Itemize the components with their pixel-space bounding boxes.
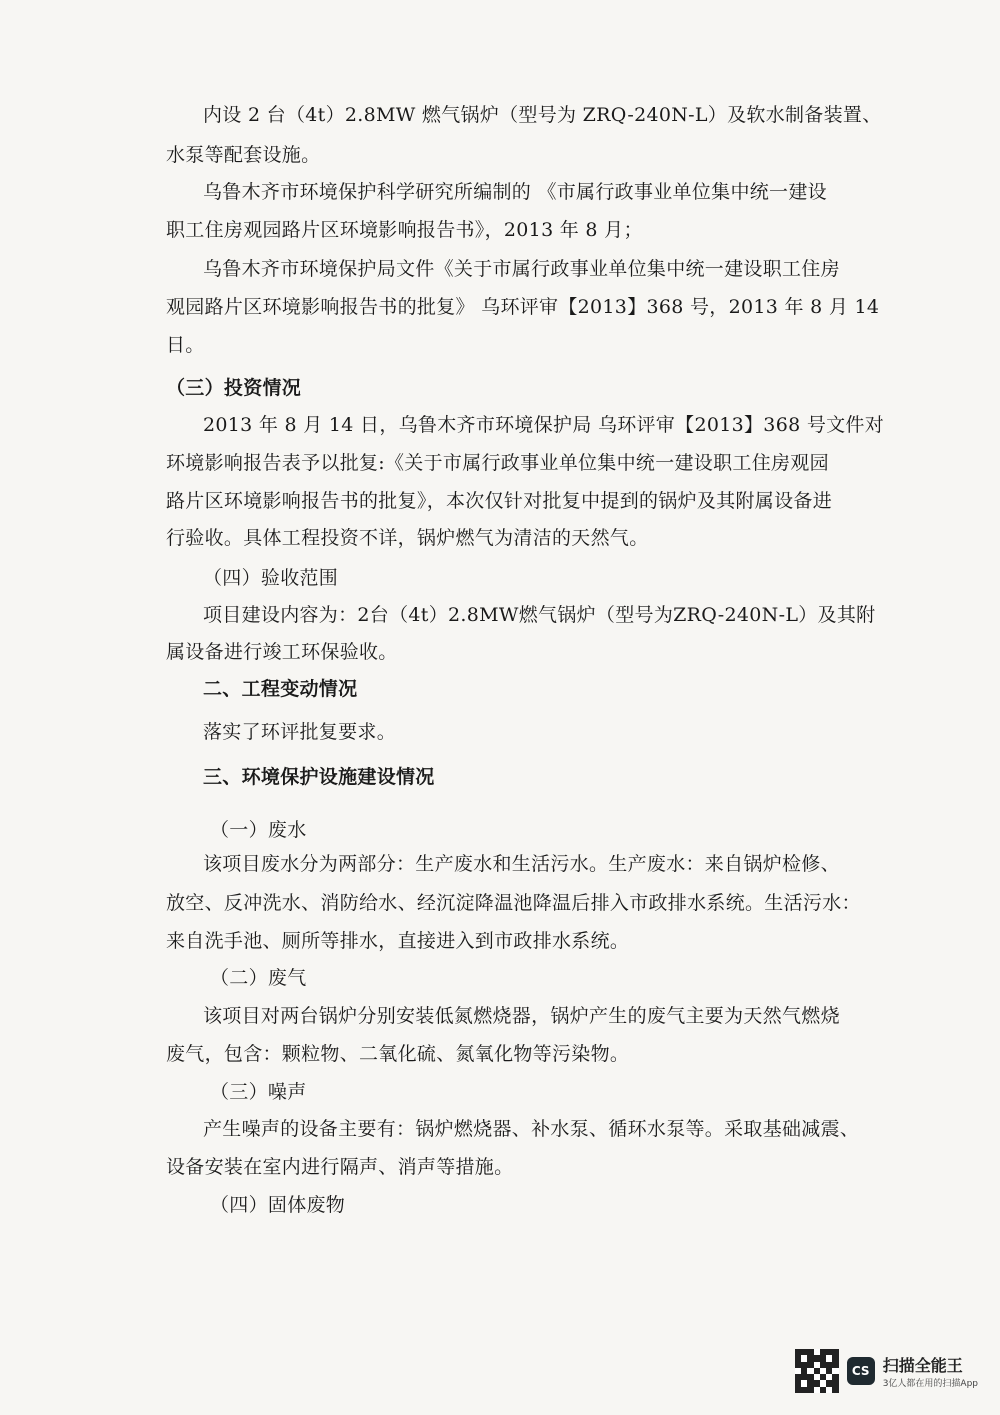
text-line: 环境影响报告表予以批复:《关于市属行政事业单位集中统一建设职工住房观园 — [166, 452, 829, 474]
watermark-title: 扫描全能王 — [882, 1356, 963, 1375]
section-heading: （二）废气 — [210, 967, 307, 989]
text-line: 路片区环境影响报告书的批复》，本次仅针对批复中提到的锅炉及其附属设备进 — [166, 490, 833, 512]
text-line: 废气，包含：颗粒物、二氧化硫、氮氧化物等污染物。 — [166, 1043, 630, 1065]
text-line: 水泵等配套设施。 — [166, 144, 321, 166]
text-line: 产生噪声的设备主要有：锅炉燃烧器、补水泵、循环水泵等。采取基础减震、 — [203, 1118, 860, 1140]
text-line: 该项目对两台锅炉分别安装低氮燃烧器，锅炉产生的废气主要为天然气燃烧 — [203, 1005, 840, 1027]
section-heading: （四）验收范围 — [203, 567, 339, 589]
section-heading: 三、环境保护设施建设情况 — [203, 766, 435, 788]
text-line: 2013 年 8 月 14 日，乌鲁木齐市环境保护局 乌环评审【2013】368 号文件对 — [203, 414, 885, 436]
text-line: 内设 2 台（4t）2.8MW 燃气锅炉（型号为 ZRQ-240N-L）及软水制备装置、 — [203, 104, 882, 126]
section-heading: （三）投资情况 — [166, 377, 302, 399]
text-line: 属设备进行竣工环保验收。 — [166, 641, 398, 663]
text-line: 来自洗手池、厕所等排水，直接进入到市政排水系统。 — [166, 930, 630, 952]
section-heading: （三）噪声 — [210, 1081, 307, 1103]
section-heading: 二、工程变动情况 — [203, 678, 358, 700]
text-line: 落实了环评批复要求。 — [203, 721, 397, 743]
text-line: 观园路片区环境影响报告书的批复》 乌环评审【2013】368 号，2013 年 8 月 14 — [166, 296, 880, 318]
qr-code-icon — [795, 1349, 839, 1393]
section-heading: （四）固体废物 — [210, 1194, 346, 1216]
text-line: 设备安装在室内进行隔声、消声等措施。 — [166, 1156, 514, 1178]
text-line: 日。 — [166, 334, 205, 356]
text-line: 项目建设内容为：2台（4t）2.8MW燃气锅炉（型号为ZRQ-240N-L）及其附 — [203, 604, 876, 626]
text-line: 乌鲁木齐市环境保护科学研究所编制的 《市属行政事业单位集中统一建设 — [203, 181, 827, 203]
text-line: 乌鲁木齐市环境保护局文件《关于市属行政事业单位集中统一建设职工住房 — [203, 258, 840, 280]
text-line: 该项目废水分为两部分：生产废水和生活污水。生产废水：来自锅炉检修、 — [203, 853, 840, 875]
watermark-text — [883, 1353, 978, 1389]
section-heading: （一）废水 — [210, 819, 307, 841]
scanner-watermark — [795, 1349, 978, 1393]
text-line: 放空、反冲洗水、消防给水、经沉淀降温池降温后排入市政排水系统。生活污水： — [166, 892, 861, 914]
text-line: 行验收。具体工程投资不详，锅炉燃气为清洁的天然气。 — [166, 527, 649, 549]
watermark-subtitle: 3亿人都在用的扫描App — [882, 1379, 978, 1389]
camscanner-logo-icon: CS — [847, 1357, 875, 1385]
text-line: 职工住房观园路片区环境影响报告书》，2013 年 8 月； — [166, 219, 643, 241]
